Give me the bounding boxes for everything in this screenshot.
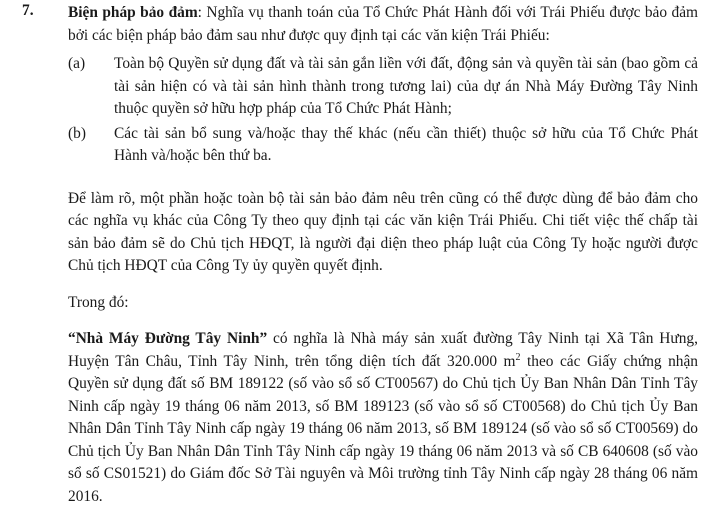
definition-block [68,328,698,508]
list-item [68,53,698,121]
definition-paragraph [68,328,698,508]
definition-text-part2: theo các Giấy chứng nhận Quyền sử dụng đất số BM 189122 (số vào sổ số CT00567) do Chủ tịch Ủy Ban Nhân Dân Tỉnh Tây Ninh cấp ngày 19 tháng 06 năm 2013, số BM 189123 (số vào sổ số CT00568) do Chủ tịch Ủy Ban Nhân Dân Tỉnh Tây Ninh cấp ngày 19 tháng 06 năm 2013, số BM 189124 (số vào sổ số CT00569) do Chủ tịch Ủy Ban Nhân Dân Tỉnh Tây Ninh cấp ngày 19 tháng 06 năm 2013 và số CB 640608 (số vào sổ số CS01521) do Giám đốc Sở Tài nguyên và Môi trường tỉnh Tây Ninh cấp ngày 28 tháng 06 năm 2016. [68,352,698,505]
area-unit-superscript: 2 [515,351,521,363]
where-block [68,292,698,315]
list-item-label: (b) [68,124,86,142]
list-item-text: Toàn bộ Quyền sử dụng đất và tài sản gắn liền với đất, động sản và quyền tài sản (bao gồm cả tài sản hiện có và tài sản hình thành trong tương lai) của dự án Nhà Máy Đường Tây Ninh thuộc quyền sở hữu hợp pháp của Tổ Chức Phát Hành; [114,55,698,117]
clarification-paragraph: Để làm rõ, một phần hoặc toàn bộ tài sản bảo đảm nêu trên cũng có thể được dùng để bảo đảm cho các nghĩa vụ khác của Công Ty theo quy định tại các văn kiện Trái Phiếu. Chi tiết việc thế chấp tài sản bảo đảm sẽ do Chủ tịch HĐQT, là người đại diện theo pháp luật của Công Ty hoặc người được Chủ tịch HĐQT của Công Ty ủy quyền quyết định. [68,189,698,274]
security-measures-section [22,2,698,508]
security-items-list [68,53,698,168]
section-intro-paragraph [68,2,698,47]
where-label: Trong đó: [68,293,129,311]
list-item-label: (a) [68,55,86,72]
section-number: 7. [22,2,34,19]
section-heading: Biện pháp bảo đảm [68,4,198,21]
definition-term: “Nhà Máy Đường Tây Ninh” [68,330,268,347]
list-item [68,123,698,168]
list-item-text: Các tài sản bổ sung và/hoặc thay thế khác (nếu cần thiết) thuộc sở hữu của Tổ Chức Phát Hành và/hoặc bên thứ ba. [114,124,698,164]
section-intro-text: : Nghĩa vụ thanh toán của Tổ Chức Phát Hành đối với Trái Phiếu được bảo đảm bởi các biện pháp bảo đảm sau như được quy định tại các văn kiện Trái Phiếu: [68,4,699,44]
section-heading-row [22,2,698,47]
definition-text-part1: có nghĩa là Nhà máy sản xuất đường Tây Ninh tại Xã Tân Hưng, Huyện Tân Châu, Tỉnh Tây Ninh, trên tổng diện tích đất 320.000 m [68,330,698,370]
clarification-block [68,188,698,278]
